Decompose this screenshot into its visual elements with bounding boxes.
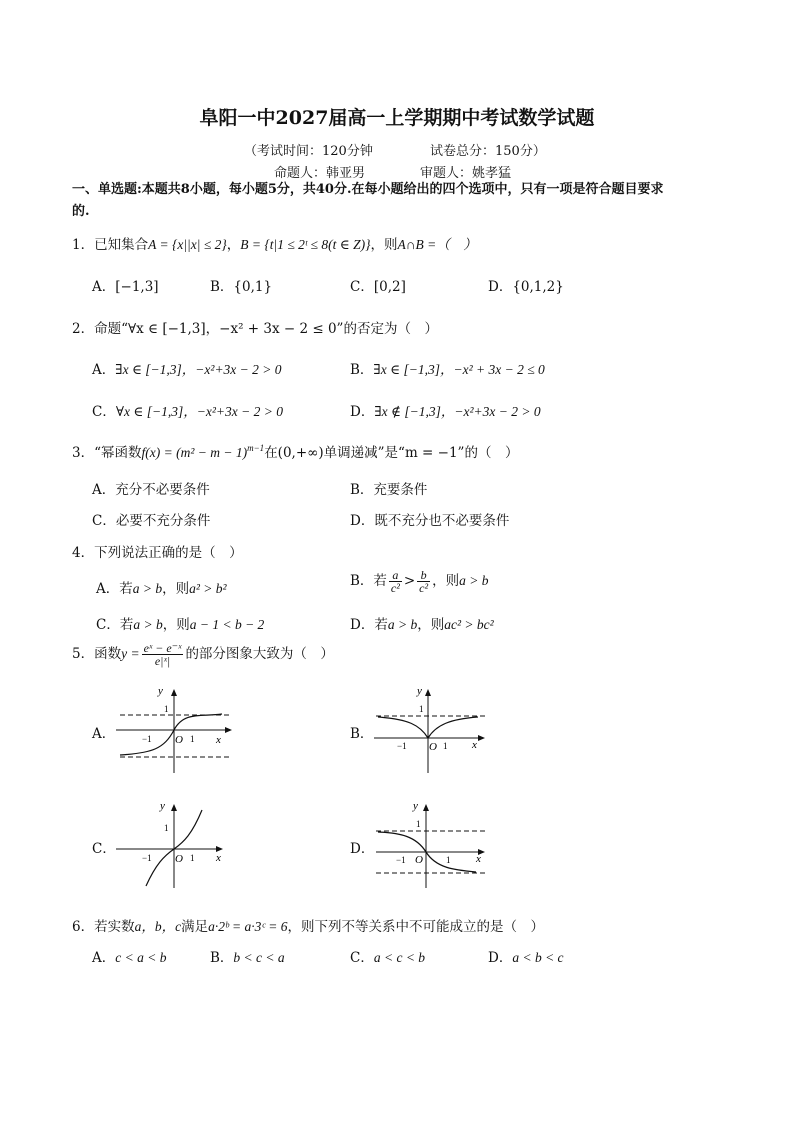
curve [120,714,222,755]
question-1-stem-a: 已知集合 [94,237,149,253]
x-one-tick-label: 1 [443,741,448,751]
graph-a [112,685,236,775]
option-text: 若 [373,573,387,589]
question-5-lhs: y = [121,646,140,661]
fraction-b-over-c2 [417,569,430,594]
exam-author: 命题人：韩亚男 [274,166,366,181]
option-label: A． [92,482,116,498]
option-text: ，则 [417,617,445,633]
section-heading-cont: 的. [72,204,90,219]
option-label: B． [210,950,234,966]
question-1-set-b: B = {t|1 ≤ 2ᵗ ≤ 8(t ∈ Z)} [240,237,371,252]
option-text: 充要条件 [373,482,428,498]
fraction-numerator: eˣ − e⁻ˣ [143,641,182,655]
one-tick-label: 1 [416,819,421,829]
question-6-condition: a·2ᵇ = a·3ᶜ = 6 [208,919,288,934]
question-2-number: 2． [72,321,95,337]
option-math: a > b [459,573,489,588]
fraction-denominator: c² [390,581,400,595]
question-4-text: 下列说法正确的是（ ） [94,545,243,561]
option-label: A． [92,279,116,295]
option-text: {0,1,2} [512,279,564,295]
fraction-denominator: e|ˣ| [154,654,171,668]
y-axis-arrow-icon [423,804,429,811]
option-label: D． [350,404,375,420]
option-text: [0,2] [373,279,406,295]
y-axis-arrow-icon [171,689,177,696]
question-2-option-a [92,358,282,378]
one-tick-label: 1 [419,704,424,714]
option-label: B． [350,362,374,378]
question-3-option-d [350,509,509,529]
question-3-stem [72,441,518,461]
graph-b [370,685,494,775]
question-6-vars: a，b，c [134,919,182,934]
question-4-option-d [350,613,494,633]
x-axis-arrow-icon [478,735,485,741]
option-label: C． [96,617,120,633]
option-label: D． [488,279,513,295]
option-text: 必要不充分条件 [115,513,211,529]
option-label: D． [350,617,375,633]
option-text: a < b < c [512,950,564,965]
option-math: > [403,573,416,589]
question-5-stem-b: 的部分图象大致为（ ） [185,646,334,662]
question-1-set-a: A = {x||x| ≤ 2} [148,237,227,252]
y-axis-arrow-icon [171,804,177,811]
origin-label: O [415,854,423,866]
x-one-tick-label: 1 [190,853,195,863]
neg-one-tick-label: −1 [397,741,407,751]
y-label: y [160,800,165,812]
question-3-number: 3． [72,445,95,461]
option-text: b < c < a [233,950,285,965]
x-one-tick-label: 1 [190,734,195,744]
question-6-stem-a: 若实数 [94,919,135,935]
option-text: a < c < b [373,950,426,965]
graph-c [112,798,236,890]
neg-one-tick-label: −1 [396,855,406,865]
exam-time: （考试时间：120分钟 [244,144,373,159]
option-label: A． [92,950,116,966]
option-label: C． [92,404,116,420]
option-label: A． [92,362,116,378]
neg-one-tick-label: −1 [142,734,152,744]
question-5-stem-a: 函数 [94,646,122,662]
question-1-sep: ， [226,237,241,253]
question-1-stem-c: A∩B =（ ） [397,237,477,252]
question-3-stem-b: 在(0,+∞)单调递减”是“m = −1”的（ ） [264,445,519,461]
question-6-number: 6． [72,919,95,935]
neg-one-tick-label: −1 [142,853,152,863]
y-label: y [417,685,422,697]
question-6-option-a [92,946,166,966]
option-math: a > b [387,617,418,632]
option-text: ∃x ∈ [−1,3]，−x²+3x − 2 > 0 [115,362,282,377]
option-text: ∃x ∈ [−1,3]，−x² + 3x − 2 ≤ 0 [373,362,545,377]
question-1-stem [72,233,477,253]
option-text: c < a < b [115,950,167,965]
question-1-stem-b: ，则 [370,237,398,253]
question-6-option-c [350,946,425,966]
question-6-option-d [488,946,564,966]
y-axis-arrow-icon [425,689,431,696]
question-4-option-c [96,613,264,633]
option-text: ∀x ∈ [−1,3]，−x²+3x − 2 > 0 [115,404,283,419]
question-1-number: 1． [72,237,95,253]
question-5-label-c: C． [92,841,116,857]
question-1-option-a [92,275,159,295]
origin-label: O [429,741,437,753]
origin-label: O [175,734,183,746]
option-text: 若 [374,617,388,633]
option-text: 充分不必要条件 [115,482,210,498]
option-math: a > b [132,581,163,596]
question-3-exponent: m−1 [247,443,265,453]
x-label: x [216,734,221,746]
question-3-option-a [92,478,210,498]
x-label: x [472,739,477,751]
option-text: ∃x ∉ [−1,3]，−x²+3x − 2 > 0 [374,404,541,419]
option-text: ，则 [162,617,190,633]
option-label: B． [350,573,374,589]
section-heading: 一、单选题:本题共8小题，每小题5分，共40分.在每小题给出的四个选项中，只有一项是符合题目要求 [72,182,664,197]
one-tick-label: 1 [164,823,169,833]
x-axis-arrow-icon [225,727,232,733]
question-5-number: 5． [72,646,95,662]
fraction-denominator: c² [419,581,429,595]
option-math: a > b [133,617,163,632]
option-text: ，则 [162,581,190,597]
fraction-numerator: b [417,569,430,582]
question-5-label-a: A． [92,726,116,742]
y-label: y [413,800,418,812]
question-4-option-b [350,569,488,594]
question-3-option-b [350,478,427,498]
question-4-stem [72,541,243,561]
one-tick-label: 1 [164,704,169,714]
question-2-option-c [92,400,283,420]
question-2-option-b [350,358,545,378]
question-1-option-d [488,275,564,295]
origin-label: O [175,853,183,865]
question-3-option-c [92,509,210,529]
exam-reviewer: 审题人：姚孝猛 [420,166,512,181]
option-label: C． [92,513,116,529]
option-math: a − 1 < b − 2 [189,617,265,632]
option-text: 若 [119,617,134,633]
fraction-a-over-c2 [389,569,402,594]
graph-d [372,800,496,890]
question-4-option-a [96,577,227,597]
exam-score: 试卷总分：150分） [430,144,546,159]
fraction-numerator: a [389,569,402,582]
option-label: D． [350,513,375,529]
option-text: [−1,3] [115,279,159,295]
question-3-stem-a: “幂函数 [94,445,142,461]
option-text: {0,1} [233,279,273,295]
question-5-label-b: B． [350,726,374,742]
question-1-option-b [210,275,272,295]
x-one-tick-label: 1 [446,855,451,865]
question-2-text: 命题“∀x ∈ [−1,3]，−x² + 3x − 2 ≤ 0”的否定为（ ） [94,321,438,337]
option-math: a² > b² [189,581,227,596]
question-4-number: 4． [72,545,95,561]
question-6-option-b [210,946,285,966]
option-text: 若 [119,581,133,597]
page-title: 阜阳一中2027届高一上学期期中考试数学试题 [199,107,595,129]
option-math: ac² > bc² [444,617,494,632]
question-6-stem-b: 满足 [181,919,209,935]
question-2-stem [72,317,438,337]
question-5-label-d: D． [350,841,375,857]
question-3-function: f(x) = (m² − m − 1) [141,445,248,460]
question-6-stem [72,915,544,935]
question-2-option-d [350,400,541,420]
question-1-option-c [350,275,406,295]
y-label: y [158,685,163,697]
x-label: x [216,852,221,864]
question-5-stem [72,642,334,667]
option-label: B． [210,279,234,295]
option-label: A． [96,581,120,597]
option-label: C． [350,279,374,295]
option-label: B． [350,482,374,498]
question-5-fraction [142,642,184,667]
question-6-stem-c: ，则下列不等关系中不可能成立的是（ ） [287,919,544,935]
option-text: 既不充分也不必要条件 [374,513,510,529]
option-label: C． [350,950,374,966]
x-label: x [476,853,481,865]
option-text: ，则 [432,573,460,589]
option-label: D． [488,950,513,966]
